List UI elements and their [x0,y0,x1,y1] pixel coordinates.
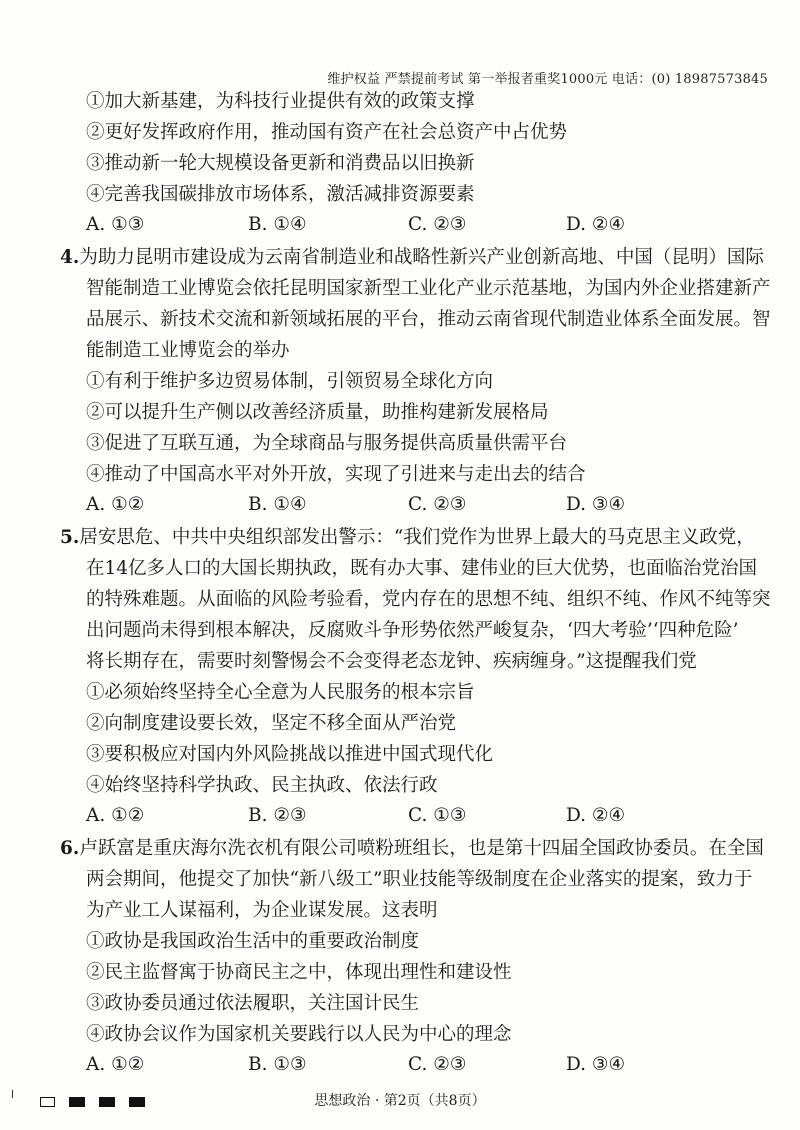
q6-stem-line-3: 为产业工人谋福利，为企业谋发展。这表明 [86,900,438,921]
q4-stem-line-2: 智能制造工业博览会依托昆明国家新型工业化产业示范基地，为国内外企业搭建新产 [86,278,771,299]
q3-option-4: ④完善我国碳排放市场体系，激活减排资源要素 [86,184,475,205]
q6-stem-line-1 [60,837,764,861]
q6-option-4: ④政协会议作为国家机关要践行以人民为中心的理念 [86,1024,512,1045]
q4-choice-c[interactable]: C. ②③ [408,494,467,515]
q3-option-1: ①加大新基建，为科技行业提供有效的政策支撑 [86,91,475,112]
q6-option-2: ②民主监督寓于协商民主之中，体现出理性和建设性 [86,962,512,983]
q5-choice-b[interactable]: B. ②③ [248,805,307,826]
page-footer [0,1088,800,1112]
q6-choice-b[interactable]: B. ①③ [248,1054,307,1075]
q5-choice-a[interactable]: A. ①② [86,805,145,826]
q6-option-3: ③政协委员通过依法履职，关注国计民生 [86,993,420,1014]
q5-stem-text-1: 居安思危、中共中央组织部发出警示：“我们党作为世界上最大的马克思主义政党， [79,527,755,548]
q5-stem-line-5: 将长期存在，需要时刻警惕会不会变得老态龙钟、疾病缠身。”这提醒我们党 [86,651,697,672]
q5-number: 5. [60,527,80,548]
q5-stem-line-3: 的特殊难题。从面临的风险考验看，党内存在的思想不纯、组织不纯、作风不纯等突 [86,589,771,610]
q4-choices [86,494,746,518]
q5-choice-d[interactable]: D. ②④ [566,805,626,826]
q5-choice-c[interactable]: C. ①③ [408,805,467,826]
q4-option-2: ②可以提升生产侧以改善经济质量，助推构建新发展格局 [86,402,549,423]
q3-choice-b[interactable]: B. ①④ [248,214,307,235]
q4-choice-a[interactable]: A. ①② [86,494,145,515]
q4-stem-line-1 [60,246,764,270]
q5-stem-line-2: 在14亿多人口的大国长期执政，既有办大事、建伟业的巨大优势，也面临治党治国 [86,558,758,579]
q6-choice-a[interactable]: A. ①② [86,1054,145,1075]
q4-stem-text-1: 为助力昆明市建设成为云南省制造业和战略性新兴产业创新高地、中国（昆明）国际 [79,247,764,268]
q4-number: 4. [60,247,80,268]
q3-option-2: ②更好发挥政府作用，推动国有资产在社会总资产中占优势 [86,122,568,143]
anti-cheat-header: 维护权益 严禁提前考试 第一举报者重奖1000元 电话：(0) 18987573845 [327,72,768,87]
q6-choices [86,1054,746,1078]
q6-number: 6. [60,838,80,859]
q4-option-4: ④推动了中国高水平对外开放，实现了引进来与走出去的结合 [86,464,586,485]
page-number: 思想政治 · 第2页（共8页） [314,1093,486,1109]
q4-choice-b[interactable]: B. ①④ [248,494,307,515]
q4-option-3: ③促进了互联互通，为全球商品与服务提供高质量供需平台 [86,433,568,454]
q6-choice-d[interactable]: D. ③④ [566,1054,626,1075]
q4-stem-line-3: 品展示、新技术交流和新领域拓展的平台，推动云南省现代制造业体系全面发展。智 [86,309,771,330]
q4-option-1: ①有利于维护多边贸易体制，引领贸易全球化方向 [86,371,494,392]
q5-option-1: ①必须始终坚持全心全意为人民服务的根本宗旨 [86,682,475,703]
q5-stem-line-1 [60,526,755,550]
q4-stem-line-4: 能制造工业博览会的举办 [86,340,290,361]
q5-option-4: ④始终坚持科学执政、民主执政、依法行政 [86,775,438,796]
q6-stem-text-1: 卢跃富是重庆海尔洗衣机有限公司喷粉班组长，也是第十四届全国政协委员。在全国 [79,838,764,859]
q6-stem-line-2: 两会期间，他提交了加快“新八级工”职业技能等级制度在企业落实的提案，致力于 [86,869,753,890]
q5-stem-line-4: 出问题尚未得到根本解决，反腐败斗争形势依然严峻复杂，‘四大考验’‘四种危险’ [86,620,739,641]
q3-option-3: ③推动新一轮大规模设备更新和消费品以旧换新 [86,153,475,174]
q6-choice-c[interactable]: C. ②③ [408,1054,467,1075]
q6-option-1: ①政协是我国政治生活中的重要政治制度 [86,931,420,952]
q3-choice-a[interactable]: A. ①③ [86,214,145,235]
q5-choices [86,805,746,829]
q3-choice-c[interactable]: C. ②③ [408,214,467,235]
q5-option-3: ③要积极应对国内外风险挑战以推进中国式现代化 [86,744,494,765]
q4-choice-d[interactable]: D. ③④ [566,494,626,515]
q3-choice-d[interactable]: D. ②④ [566,214,626,235]
q3-choices [86,214,746,238]
q5-option-2: ②向制度建设要长效，坚定不移全面从严治党 [86,713,457,734]
